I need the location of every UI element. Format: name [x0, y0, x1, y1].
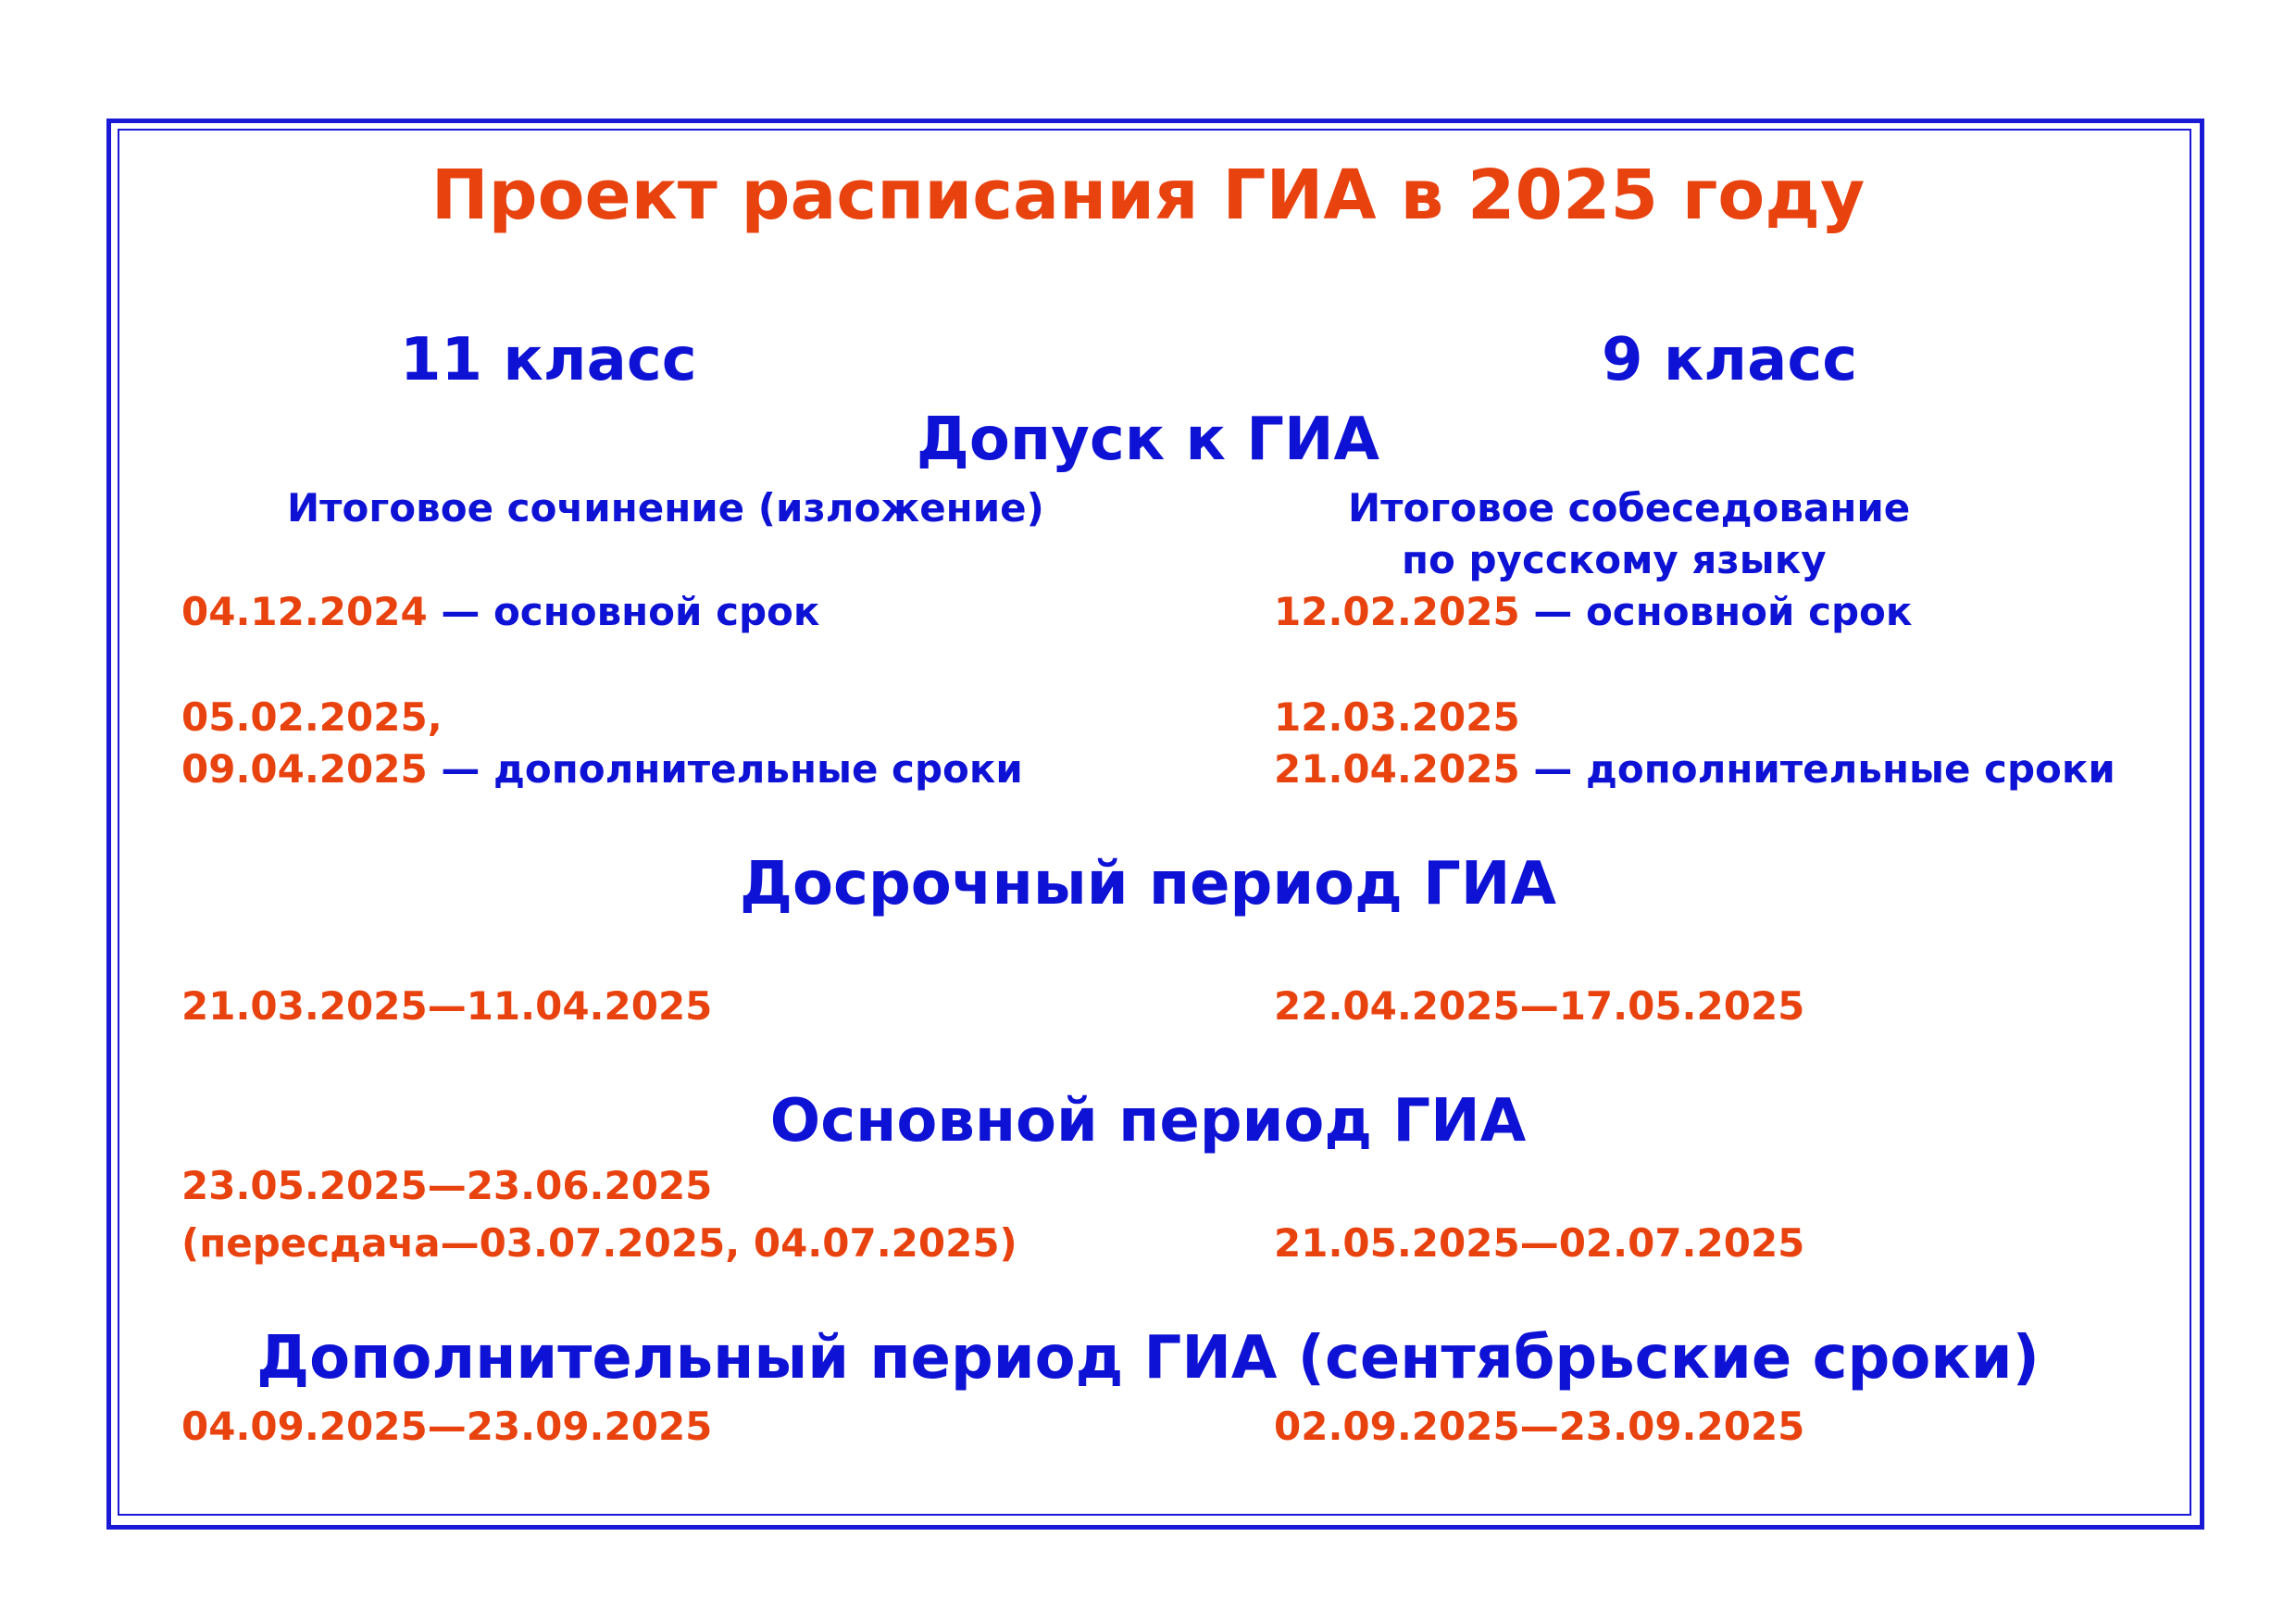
early-9-dates: 22.04.2025—17.05.2025 [1274, 983, 1805, 1029]
main-11-retake: (пересдача—03.07.2025, 04.07.2025) [181, 1220, 1017, 1266]
interview-extra-terms [1274, 746, 2115, 792]
section-early-heading: Досрочный период ГИА [740, 850, 1556, 918]
early-11-dates: 21.03.2025—11.04.2025 [181, 983, 713, 1029]
date: 09.04.2025 [181, 746, 428, 792]
date: 04.12.2024 [181, 589, 428, 634]
additional-11-dates: 04.09.2025—23.09.2025 [181, 1404, 713, 1449]
section-additional-heading: Дополнительный период ГИА (сентябрьские сроки) [256, 1324, 2040, 1393]
date: 12.02.2025 [1274, 589, 1520, 634]
term-note: — дополнительные сроки [1519, 746, 2115, 792]
essay-extra-date-1: 05.02.2025, [181, 694, 443, 740]
essay-main-term [181, 589, 819, 634]
main-9-dates: 21.05.2025—02.07.2025 [1274, 1220, 1805, 1266]
class-9-label: 9 класс [1602, 326, 1858, 394]
term-note: — дополнительные сроки [427, 746, 1023, 792]
interview-main-term [1274, 589, 1912, 634]
term-note: — основной срок [427, 589, 820, 634]
interview-extra-date-1: 12.03.2025 [1274, 694, 1520, 740]
date: 21.04.2025 [1274, 746, 1520, 792]
essay-extra-terms [181, 746, 1023, 792]
page-title: Проект расписания ГИА в 2025 году [430, 156, 1866, 235]
section-admission-heading: Допуск к ГИА [916, 406, 1380, 474]
main-11-dates: 23.05.2025—23.06.2025 [181, 1163, 713, 1208]
essay-heading: Итоговое сочинение (изложение) [287, 485, 1044, 531]
class-11-label: 11 класс [400, 326, 697, 394]
term-note: — основной срок [1519, 589, 1913, 634]
section-main-heading: Основной период ГИА [769, 1087, 1527, 1156]
additional-9-dates: 02.09.2025—23.09.2025 [1274, 1404, 1805, 1449]
interview-heading-line2: по русскому языку [1402, 537, 1827, 582]
interview-heading-line1: Итоговое собеседование [1348, 485, 1911, 531]
